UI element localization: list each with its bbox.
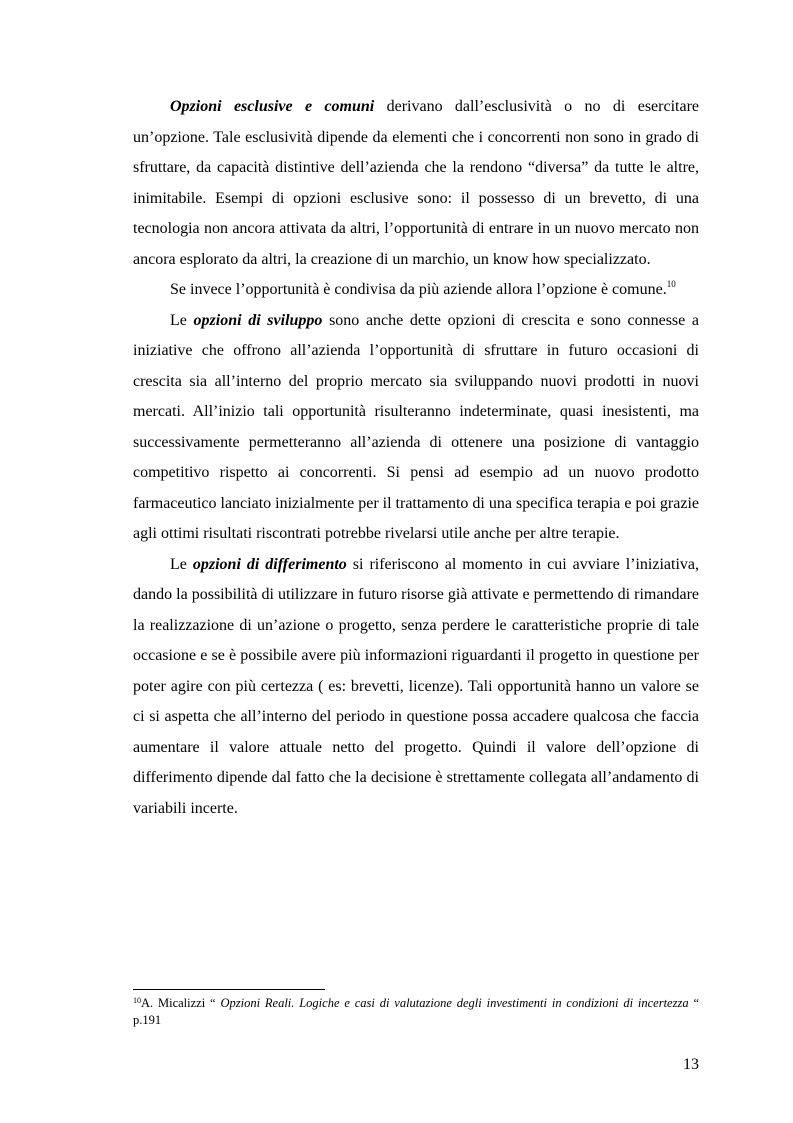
term-deferral-options: opzioni di differimento: [192, 555, 347, 573]
paragraph-text: Se invece l’opportunità è condivisa da più aziende allora l’opzione è comune.: [170, 281, 667, 298]
footnote: [133, 995, 699, 1029]
body-text: [133, 92, 699, 824]
paragraph-lead: Le: [170, 555, 193, 573]
paragraph-exclusive-options: [133, 92, 699, 275]
footnote-title: Opzioni Reali. Logiche e casi di valutazione degli investimenti in condizioni di incertezza: [220, 996, 689, 1010]
paragraph-deferral-options: [133, 550, 699, 825]
paragraph-common-options: [133, 275, 699, 306]
paragraph-text: derivano dall’esclusività o no di esercitare un’opzione. Tale esclusività dipende da elementi che i concorrenti non sono in grado di sfruttare, da capacità distintive dell’azienda che la rendono “diversa” da tutte le altre, inimitabile. Esempi di opzioni esclusive sono: il possesso di un brevetto, di una tecnologia non ancora attivata da altri, l’opportunità di entrare in un nuovo mercato non ancora esplorato da altri, la creazione di un marchio, un know how specializzato.: [133, 98, 700, 268]
term-growth-options: opzioni di sviluppo: [193, 311, 323, 329]
paragraph-lead: Le: [170, 311, 194, 329]
paragraph-text: sono anche dette opzioni di crescita e sono connesse a iniziative che offrono all’azienda l’opportunità di sfruttare in futuro occasioni di crescita sia all’interno del proprio mercato sia sviluppando nuovi prodotti in nuovi mercati. All’inizio tali opportunità risulteranno indeterminate, quasi inesistenti, ma successivamente permetteranno all’azienda di ottenere una posizione di vantaggio competitivo rispetto ai concorrenti. Si pensi ad esempio ad un nuovo prodotto farmaceutico lanciato inizialmente per il trattamento di una specifica terapia e poi grazie agli ottimi risultati riscontrati potrebbe rivelarsi utile anche per altre terapie.: [133, 311, 700, 542]
term-exclusive-common: Opzioni esclusive e comuni: [170, 98, 375, 115]
footnote-open-quote: “: [210, 996, 221, 1010]
footnote-author: A. Micalizzi: [141, 996, 211, 1010]
page-number: 13: [683, 1056, 699, 1073]
paragraph-text: si riferiscono al momento in cui avviare l’iniziativa, dando la possibilità di utilizzare in futuro risorse già attivate e permettendo di rimandare la realizzazione di un’azione o progetto, senza perdere le caratteristiche proprie di tale occasione e se è possibile avere più informazioni riguardanti il progetto in questione per poter agire con più certezza ( es: brevetti, licenze). Tali opportunità hanno un valore se ci si aspetta che all’interno del periodo in questione possa accadere qualcosa che faccia aumentare il valore attuale netto del progetto. Quindi il valore dell’opzione di differimento dipende dal fatto che la decisione è strettamente collegata all’andamento di variabili incerte.: [133, 555, 700, 817]
footnote-divider: [133, 989, 325, 990]
footnote-page-ref: “ p.191: [133, 996, 699, 1027]
footnote-reference: 10: [666, 279, 676, 289]
footnote-number: 10: [133, 996, 141, 1005]
paragraph-growth-options: [133, 306, 699, 550]
